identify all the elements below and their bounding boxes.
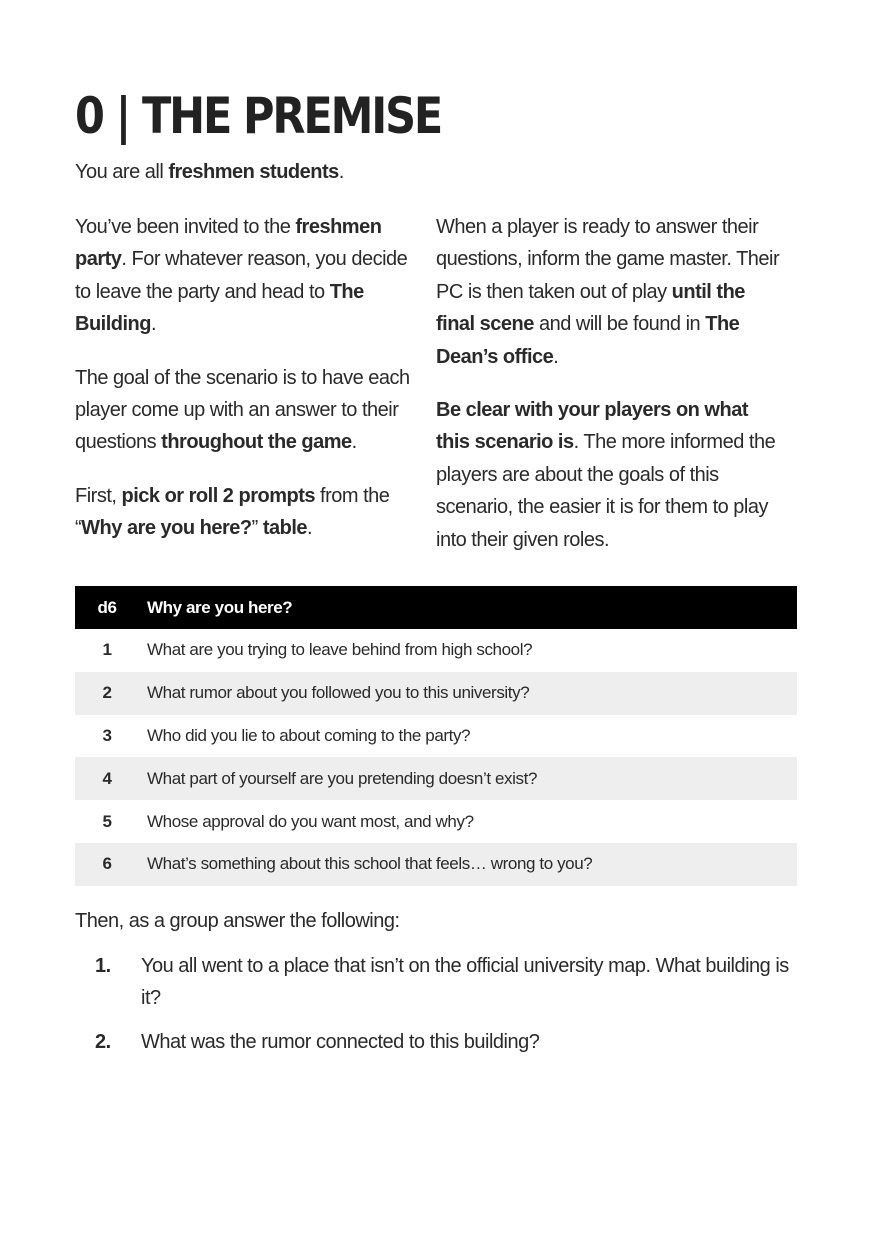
first-step-paragraph — [75, 480, 420, 545]
intro-text: You are all — [75, 161, 169, 183]
table-row — [75, 800, 797, 843]
text-run: ” — [251, 517, 263, 540]
table-row — [75, 629, 797, 672]
text-run: . For whatever reason, you decide to leave the party and head to — [75, 248, 408, 303]
text-run: . — [351, 431, 357, 454]
row-prompt: Who did you lie to about coming to the party? — [147, 725, 471, 745]
page-title: 0 | THE PREMISE — [75, 87, 442, 145]
invite-paragraph — [75, 211, 420, 341]
goal-paragraph — [75, 362, 420, 459]
group-question-list — [75, 950, 797, 1069]
text-run: When a player is ready to answer their questions, inform the game master. Their PC is then taken out of play — [436, 216, 780, 303]
table-row — [75, 757, 797, 800]
text-run: and will be found in — [533, 313, 706, 336]
left-column — [75, 211, 420, 566]
row-prompt: Whose approval do you want most, and why? — [147, 811, 474, 831]
text-run: The goal of the scenario is to have each player come up with an answer to their questions — [75, 366, 410, 454]
bold-run: table — [262, 517, 308, 540]
row-prompt: What’s something about this school that feels… wrong to you? — [147, 854, 593, 874]
intro-text-end: . — [338, 161, 344, 183]
list-text: What was the rumor connected to this building? — [141, 1030, 540, 1053]
bold-run: Be clear with your players on what this scenario is — [436, 399, 748, 454]
why-are-you-here-table — [75, 586, 797, 886]
bold-run: The Dean’s office — [436, 313, 740, 368]
text-run: . The more informed the players are about the goals of this scenario, the easier it is for them to play into their given roles. — [436, 431, 776, 551]
text-run: from the “ — [75, 484, 390, 540]
die-header: d6 — [97, 597, 117, 617]
list-item — [75, 1026, 797, 1058]
list-number — [75, 1026, 141, 1058]
row-number: 3 — [102, 725, 112, 745]
row-prompt: What part of yourself are you pretending doesn’t exist? — [147, 768, 538, 788]
ready-paragraph — [436, 211, 781, 373]
text-run: . — [553, 345, 559, 368]
table-row — [75, 672, 797, 715]
intro-bold: freshmen students — [168, 161, 339, 183]
bold-run: freshmen party — [75, 216, 382, 271]
text-run: First, — [75, 484, 122, 507]
list-text: You all went to a place that isn’t on the official university map. What building is it? — [141, 955, 789, 1010]
intro-paragraph — [75, 156, 344, 188]
text-run: . — [150, 313, 157, 336]
bold-run: Why are you here? — [81, 517, 252, 540]
table-row — [75, 715, 797, 758]
right-column — [436, 211, 781, 577]
table-header — [75, 586, 797, 629]
bold-run: until the final scene — [436, 280, 745, 336]
text-run: You’ve been invited to the — [75, 216, 296, 238]
list-number — [75, 950, 141, 1015]
row-number: 1 — [102, 640, 112, 660]
table-title: Why are you here? — [147, 597, 293, 617]
row-prompt: What are you trying to leave behind from high school? — [147, 640, 533, 660]
bold-run: throughout the game — [161, 431, 352, 454]
list-number-text: 1. — [95, 955, 111, 977]
row-number: 2 — [102, 683, 112, 703]
row-number: 4 — [102, 768, 112, 788]
row-number: 5 — [102, 811, 112, 831]
table-row — [75, 843, 797, 886]
bold-run: pick or roll 2 prompts — [121, 484, 315, 507]
text-run: . — [307, 517, 313, 540]
bold-run: The Building — [75, 280, 364, 336]
row-number: 6 — [102, 854, 112, 874]
be-clear-paragraph — [436, 394, 781, 556]
row-prompt: What rumor about you followed you to this university? — [147, 683, 530, 703]
list-number-text: 2. — [95, 1030, 111, 1053]
list-item — [75, 950, 797, 1015]
group-intro: Then, as a group answer the following: — [75, 910, 400, 932]
